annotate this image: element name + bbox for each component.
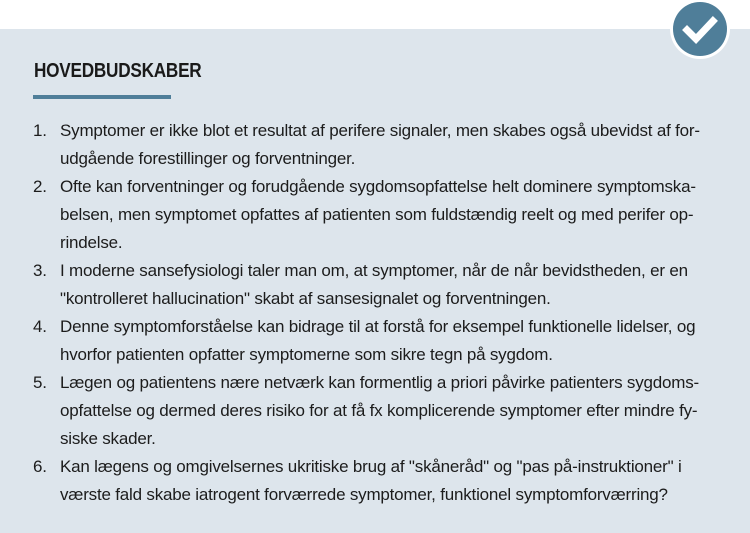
list-item-number: 1. — [33, 121, 47, 140]
list-item-line: udgående forestillinger og forventninger. — [60, 149, 356, 168]
key-messages-list — [33, 117, 723, 509]
list-item-line: I moderne sansefysiologi taler man om, at symptomer, når de når bevidstheden, er en — [60, 261, 688, 280]
list-item — [33, 117, 723, 173]
list-item-number: 3. — [33, 261, 47, 280]
list-item — [33, 257, 723, 313]
checkmark-icon — [673, 2, 727, 56]
list-item-line: siske skader. — [60, 429, 156, 448]
list-item — [33, 369, 723, 453]
list-item-number: 2. — [33, 177, 47, 196]
list-item-number: 5. — [33, 373, 47, 392]
list-item-line: rindelse. — [60, 233, 123, 252]
list-item-line: "kontrolleret hallucination" skabt af sansesignalet og forventningen. — [60, 289, 551, 308]
box-title: HOVEDBUDSKABER — [34, 60, 202, 82]
list-item — [33, 453, 723, 509]
list-item-line: Symptomer er ikke blot et resultat af perifere signaler, men skabes også ubevidst af for- — [60, 121, 700, 140]
list-item — [33, 313, 723, 369]
checkmark-badge — [673, 2, 727, 56]
list-item-line: opfattelse og dermed deres risiko for at få fx komplicerende symptomer efter mindre fy- — [60, 401, 698, 420]
list-item-number: 4. — [33, 317, 47, 336]
list-item-line: Kan lægens og omgivelsernes ukritiske brug af "skåneråd" og "pas på-instruktioner" i — [60, 457, 682, 476]
list-item-line: hvorfor patienten opfatter symptomerne som sikre tegn på sygdom. — [60, 345, 553, 364]
list-item — [33, 173, 723, 257]
title-underline — [33, 95, 171, 99]
list-item-number: 6. — [33, 457, 47, 476]
list-item-line: Denne symptomforståelse kan bidrage til at forstå for eksempel funktionelle lidelser, og — [60, 317, 696, 336]
list-item-line: Ofte kan forventninger og forudgående sygdomsopfattelse helt dominere symptomska- — [60, 177, 696, 196]
list-item-line: værste fald skabe iatrogent forværrede symptomer, funktionel symptomforværring? — [60, 485, 668, 504]
list-item-line: Lægen og patientens nære netværk kan formentlig a priori påvirke patienters sygdoms- — [60, 373, 699, 392]
list-item-line: belsen, men symptomet opfattes af patienten som fuldstændig reelt og med perifer op- — [60, 205, 694, 224]
